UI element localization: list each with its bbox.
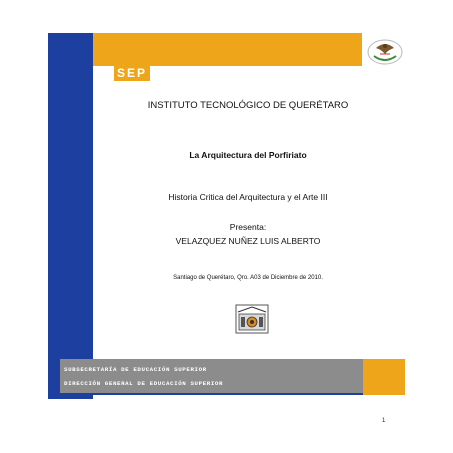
- author-name: VELAZQUEZ NUÑEZ LUIS ALBERTO: [175, 236, 321, 246]
- sep-logo: SEP: [114, 66, 150, 81]
- top-orange-banner: [93, 33, 362, 66]
- footer-direccion: DIRECCIÓN GENERAL DE EDUCACIÓN SUPERIOR: [64, 380, 224, 387]
- footer-blue-line: [60, 393, 363, 395]
- footer-subsecretaria: SUBSECRETARÍA DE EDUCACIÓN SUPERIOR: [64, 366, 207, 373]
- footer-orange-block: [363, 359, 405, 395]
- institute-name: INSTITUTO TECNOLÓGICO DE QUERÉTARO: [147, 100, 349, 111]
- page-number: 1: [382, 418, 386, 424]
- left-blue-strip: [48, 33, 93, 399]
- footer-grey-band: [60, 359, 363, 395]
- document-title: La Arquitectura del Porfiriato: [189, 150, 307, 160]
- course-name: Historia Critica del Arquitectura y el Arte III: [168, 192, 328, 202]
- mexico-eagle-seal-icon: [366, 36, 404, 66]
- date-line: Santiago de Querétaro, Qro. A03 de Diciembre de 2010.: [173, 275, 323, 281]
- presents-label: Presenta:: [229, 222, 267, 232]
- institute-logo-icon: [235, 304, 269, 334]
